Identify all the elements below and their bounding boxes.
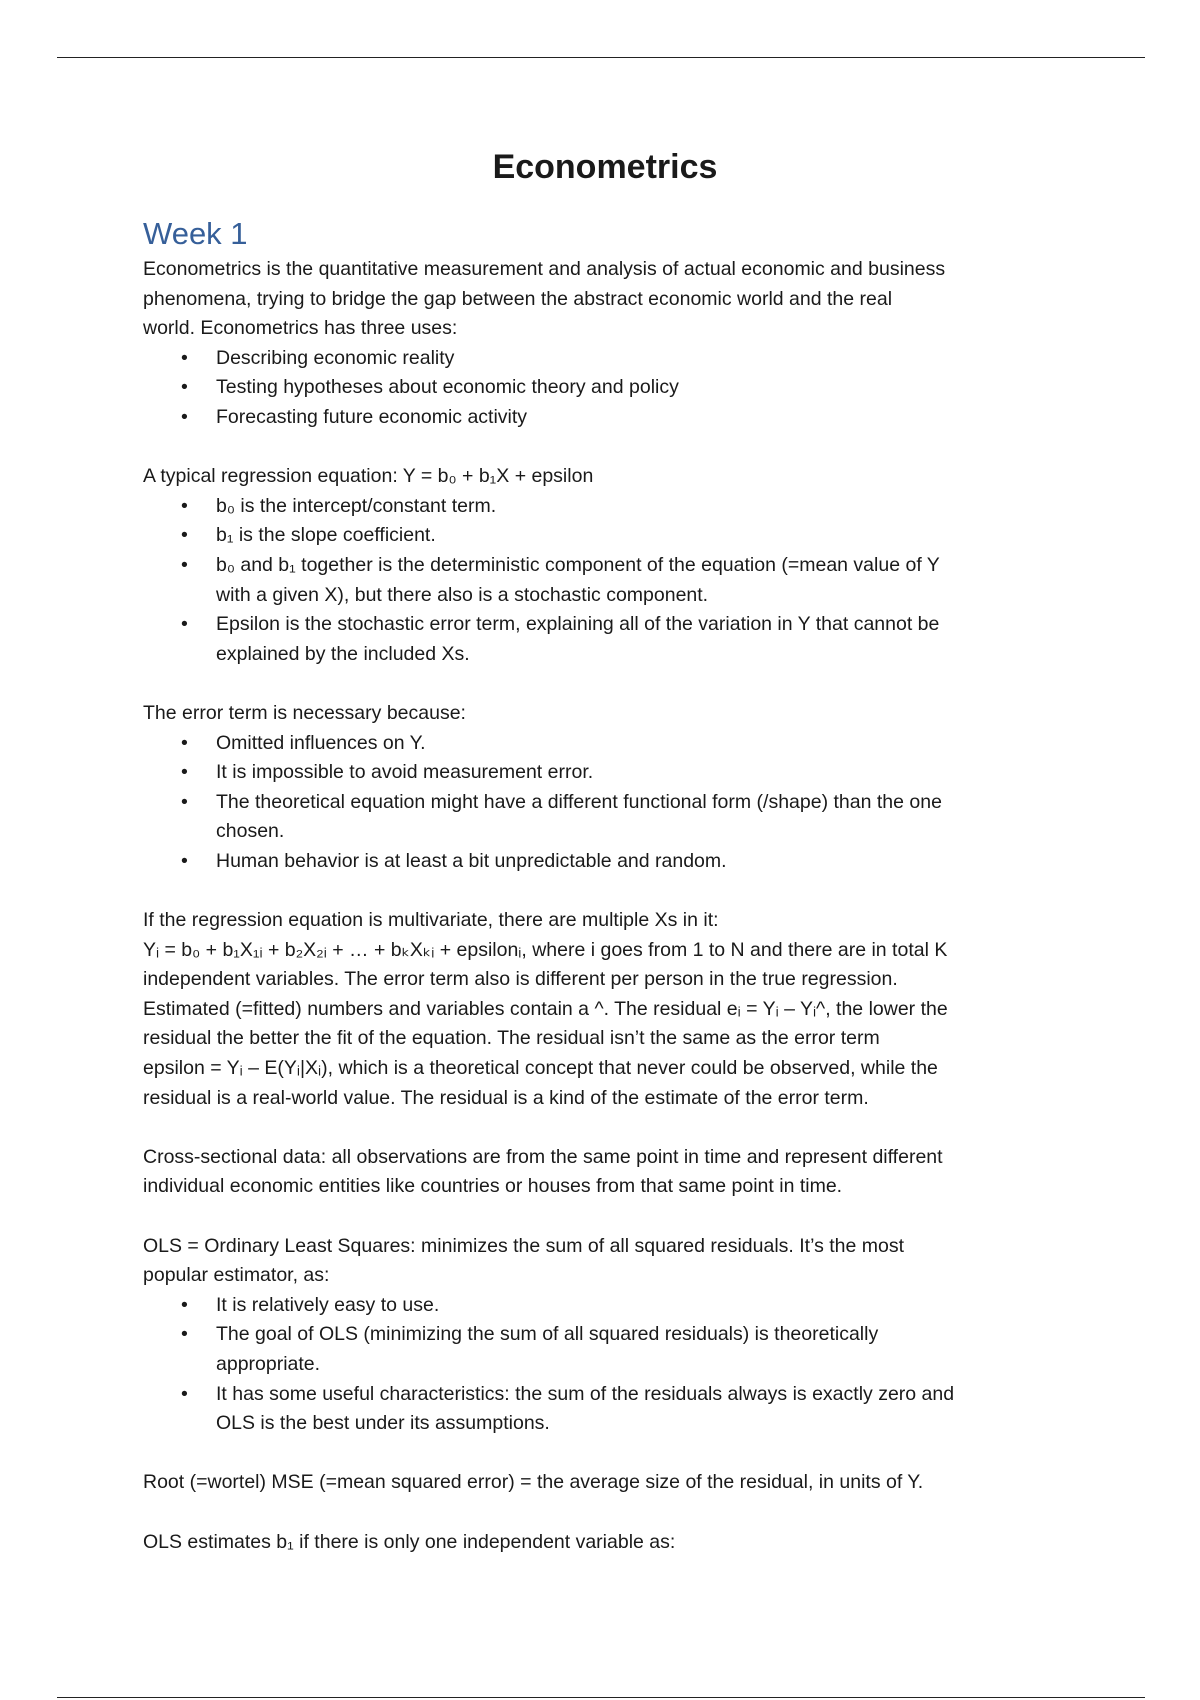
list-item-text: Epsilon is the stochastic error term, explaining all of the variation in Y that cannot be [216,613,940,636]
list-item-line [143,610,1103,640]
paragraph [143,699,1103,729]
paragraph [143,906,1103,1113]
document-body [143,255,1103,1557]
bullet-list [143,492,1103,670]
paragraph-line: individual economic entities like countries or houses from that same point in time. [143,1175,843,1198]
blank-line [143,1498,1103,1528]
bullet-icon: • [181,790,188,813]
list-item-text: It is impossible to avoid measurement error. [216,761,594,784]
list-item-line [143,373,1103,403]
paragraph-line: If the regression equation is multivariate, there are multiple Xs in it: [143,909,719,932]
list-item-line [143,344,1103,374]
list-item [143,847,1103,877]
list-item [143,344,1103,374]
paragraph-line: epsilon = Yᵢ – E(Yᵢ|Xᵢ), which is a theoretical concept that never could be observed, while the [143,1057,938,1080]
paragraph [143,1468,1103,1498]
list-item [143,551,1103,610]
list-item-continuation [143,640,1103,670]
paragraph-line: Estimated (=fitted) numbers and variables contain a ^. The residual eᵢ = Yᵢ – Yᵢ^, the lower the [143,997,948,1020]
list-item-line [143,729,1103,759]
bullet-icon: • [181,1323,188,1346]
paragraph-line: Root (=wortel) MSE (=mean squared error) = the average size of the residual, in units of Y. [143,1471,924,1494]
list-item [143,788,1103,847]
section-heading: Week 1 [143,216,248,251]
list-item-text: appropriate. [216,1352,321,1375]
list-item-text: b₁ is the slope coefficient. [216,524,436,547]
paragraph-line: Econometrics is the quantitative measurement and analysis of actual economic and business [143,258,946,280]
list-item [143,610,1103,669]
list-item-text: OLS is the best under its assumptions. [216,1412,550,1435]
list-item [143,1380,1103,1439]
list-item [143,521,1103,551]
paragraph [143,462,1103,492]
list-item-text: Omitted influences on Y. [216,731,426,754]
list-item [143,729,1103,759]
list-item [143,1291,1103,1321]
list-item-text: with a given X), but there also is a stochastic component. [216,583,709,606]
paragraph-line: phenomena, trying to bridge the gap between the abstract economic world and the real [143,287,893,310]
bullet-icon: • [181,553,188,576]
paragraph-line: world. Econometrics has three uses: [143,317,458,340]
list-item-text: It is relatively easy to use. [216,1293,440,1316]
list-item [143,403,1103,433]
list-item-text: b₀ and b₁ together is the deterministic component of the equation (=mean value of Y [216,553,940,576]
list-item-text: Human behavior is at least a bit unpredictable and random. [216,849,727,872]
list-item [143,373,1103,403]
paragraph-line: Cross-sectional data: all observations are from the same point in time and represent different [143,1145,943,1168]
bullet-icon: • [181,524,188,547]
paragraph-line: Yᵢ = b₀ + b₁X₁ᵢ + b₂X₂ᵢ + … + bₖXₖᵢ + epsilonᵢ, where i goes from 1 to N and there are in total K [143,938,948,961]
list-item-line [143,521,1103,551]
top-rule [57,57,1145,58]
blank-line [143,1439,1103,1469]
bullet-icon: • [181,761,188,784]
paragraph-line: residual the better the fit of the equation. The residual isn’t the same as the error term [143,1027,880,1050]
list-item [143,758,1103,788]
list-item-continuation [143,817,1103,847]
bullet-icon: • [181,1382,188,1405]
list-item-continuation [143,1350,1103,1380]
paragraph [143,1528,1103,1558]
paragraph-line: popular estimator, as: [143,1264,330,1287]
list-item-line [143,847,1103,877]
list-item-line [143,1291,1103,1321]
paragraph-line: The error term is necessary because: [143,701,466,724]
paragraph-line: OLS = Ordinary Least Squares: minimizes the sum of all squared residuals. It’s the most [143,1234,905,1257]
blank-line [143,1113,1103,1143]
list-item-continuation [143,1409,1103,1439]
list-item [143,492,1103,522]
bullet-icon: • [181,849,188,872]
bullet-icon: • [181,376,188,399]
list-item-text: The theoretical equation might have a different functional form (/shape) than the one [216,790,942,813]
list-item-text: Forecasting future economic activity [216,405,528,428]
blank-line [143,1202,1103,1232]
bullet-list [143,344,1103,433]
bullet-icon: • [181,494,188,517]
list-item-line [143,492,1103,522]
list-item-line [143,758,1103,788]
list-item-continuation [143,581,1103,611]
paragraph-line: OLS estimates b₁ if there is only one independent variable as: [143,1530,676,1553]
list-item-line [143,788,1103,818]
blank-line [143,669,1103,699]
paragraph-line: residual is a real-world value. The residual is a kind of the estimate of the error term. [143,1086,869,1109]
bullet-icon: • [181,1293,188,1316]
list-item [143,1320,1103,1379]
list-item-text: It has some useful characteristics: the sum of the residuals always is exactly zero and [216,1382,955,1405]
paragraph-line: A typical regression equation: Y = b₀ + b₁X + epsilon [143,465,594,488]
bullet-icon: • [181,731,188,754]
list-item-text: The goal of OLS (minimizing the sum of all squared residuals) is theoretically [216,1323,879,1346]
list-item-line [143,551,1103,581]
document-title: Econometrics [492,148,718,186]
paragraph [143,255,1103,344]
list-item-text: Describing economic reality [216,346,455,369]
paragraph [143,1232,1103,1291]
blank-line [143,876,1103,906]
list-item-line [143,403,1103,433]
bullet-list [143,1291,1103,1439]
list-item-text: chosen. [216,820,285,843]
bullet-icon: • [181,613,188,636]
list-item-line [143,1380,1103,1410]
bottom-rule [57,1697,1145,1698]
paragraph-line: independent variables. The error term also is different per person in the true regression. [143,968,898,991]
list-item-text: b₀ is the intercept/constant term. [216,494,497,517]
list-item-text: Testing hypotheses about economic theory and policy [216,376,679,399]
bullet-icon: • [181,346,188,369]
bullet-list [143,729,1103,877]
paragraph [143,1143,1103,1202]
list-item-line [143,1320,1103,1350]
bullet-icon: • [181,405,188,428]
list-item-text: explained by the included Xs. [216,642,470,665]
blank-line [143,433,1103,463]
